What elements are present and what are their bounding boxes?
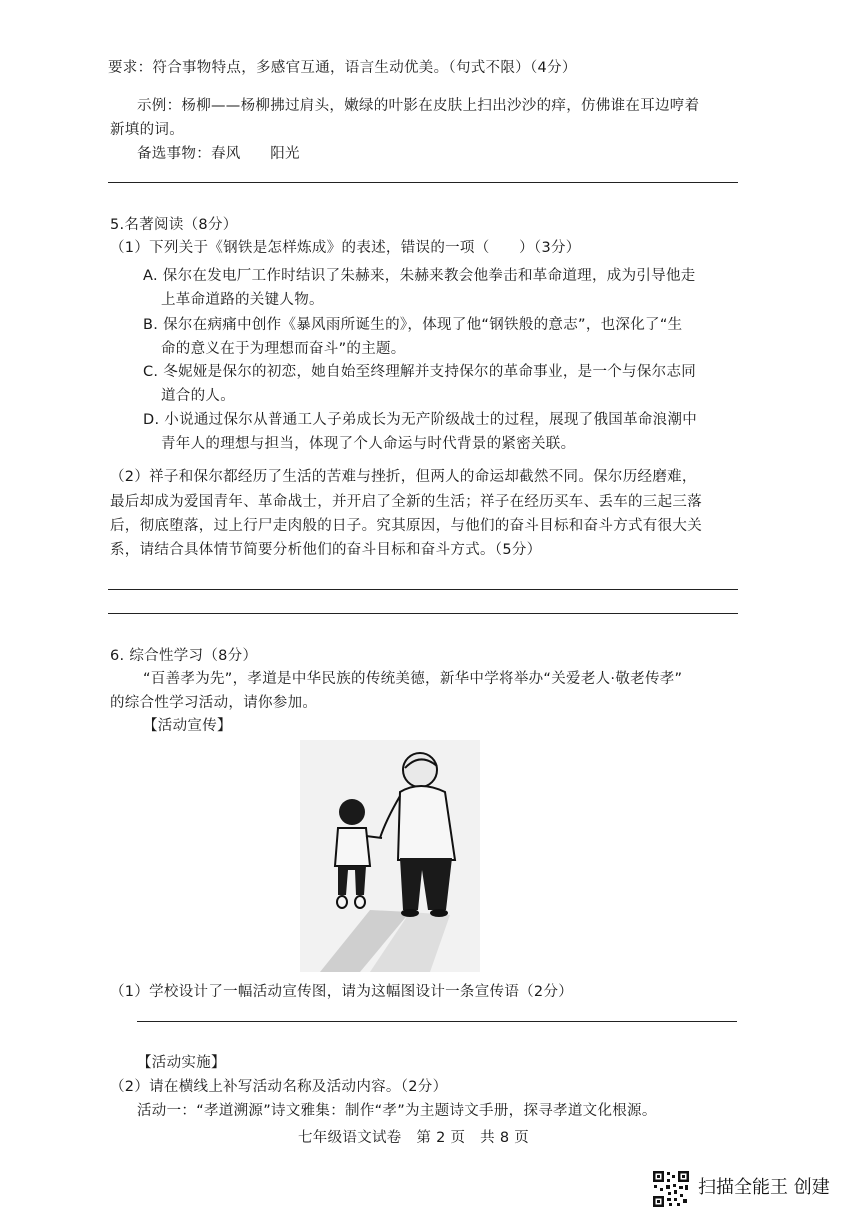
q5-option-d-line1: D. 小说通过保尔从普通工人子弟成长为无产阶级战士的过程，展现了俄国革命浪潮中 (143, 412, 698, 428)
q5-title: 5.名著阅读（8分） (110, 217, 238, 233)
q4-options: 备选事物：春风 阳光 (137, 146, 300, 162)
q5-option-c-line1: C. 冬妮娅是保尔的初恋，她自始至终理解并支持保尔的革命事业，是一个与保尔志同 (143, 364, 697, 380)
watermark-brand: 扫描全能王 创建 (698, 1177, 830, 1198)
q6-sub2: （2）请在横线上补写活动名称及活动内容。（2分） (110, 1079, 448, 1095)
q6-intro-line1: “百善孝为先”，孝道是中华民族的传统美德，新华中学将举办“关爱老人·敬老传孝” (143, 671, 683, 687)
q5-option-a-line2: 上革命道路的关键人物。 (161, 292, 324, 308)
q4-example-line2: 新填的词。 (110, 122, 184, 138)
q5-sub2-line1: （2）祥子和保尔都经历了生活的苦难与挫折，但两人的命运却截然不同。保尔历经磨难， (110, 469, 697, 485)
q5-option-b-line2: 命的意义在于为理想而奋斗”的主题。 (161, 341, 406, 357)
q6-activity-1: 活动一：“孝道溯源”诗文雅集：制作“孝”为主题诗文手册，探寻孝道文化根源。 (137, 1103, 657, 1119)
answer-line (108, 613, 738, 614)
answer-line (108, 182, 738, 183)
q4-requirement: 要求：符合事物特点，多感官互通，语言生动优美。（句式不限）（4分） (108, 60, 577, 76)
answer-line (108, 589, 738, 590)
q5-sub2-line4: 系，请结合具体情节简要分析他们的奋斗目标和奋斗方式。（5分） (110, 542, 542, 558)
q5-option-d-line2: 青年人的理想与担当，体现了个人命运与时代背景的紧密关联。 (161, 436, 576, 452)
q5-option-c-line2: 道合的人。 (161, 388, 235, 404)
grandparent-child-walking-illustration (300, 740, 480, 972)
q5-sub2-line3: 后，彻底堕落，过上行尸走肉般的日子。究其原因，与他们的奋斗目标和奋斗方式有很大关 (110, 518, 702, 534)
q6-section-publicity: 【活动宣传】 (143, 718, 232, 734)
q5-sub1: （1）下列关于《钢铁是怎样炼成》的表述，错误的一项（ ）（3分） (110, 240, 581, 256)
q6-intro-line2: 的综合性学习活动，请你参加。 (110, 695, 318, 711)
qr-code-icon (652, 1170, 690, 1208)
q5-sub2-line2: 最后却成为爱国青年、革命战士，并开启了全新的生活；祥子在经历买车、丢车的三起三落 (110, 494, 702, 510)
page-footer: 七年级语文试卷 第 2 页 共 8 页 (298, 1130, 530, 1146)
q6-section-implementation: 【活动实施】 (137, 1055, 226, 1071)
q6-title: 6. 综合性学习（8分） (110, 648, 258, 664)
answer-line (137, 1021, 737, 1022)
q5-option-b-line1: B. 保尔在病痛中创作《暴风雨所诞生的》，体现了他“钢铁般的意志”，也深化了“生 (143, 317, 683, 333)
q6-sub1: （1）学校设计了一幅活动宣传图，请为这幅图设计一条宣传语（2分） (110, 984, 574, 1000)
q5-option-a-line1: A. 保尔在发电厂工作时结识了朱赫来，朱赫来教会他拳击和革命道理，成为引导他走 (143, 268, 696, 284)
q4-example-line1: 示例：杨柳——杨柳拂过肩头，嫩绿的叶影在皮肤上扫出沙沙的痒，仿佛谁在耳边哼着 (137, 98, 700, 114)
